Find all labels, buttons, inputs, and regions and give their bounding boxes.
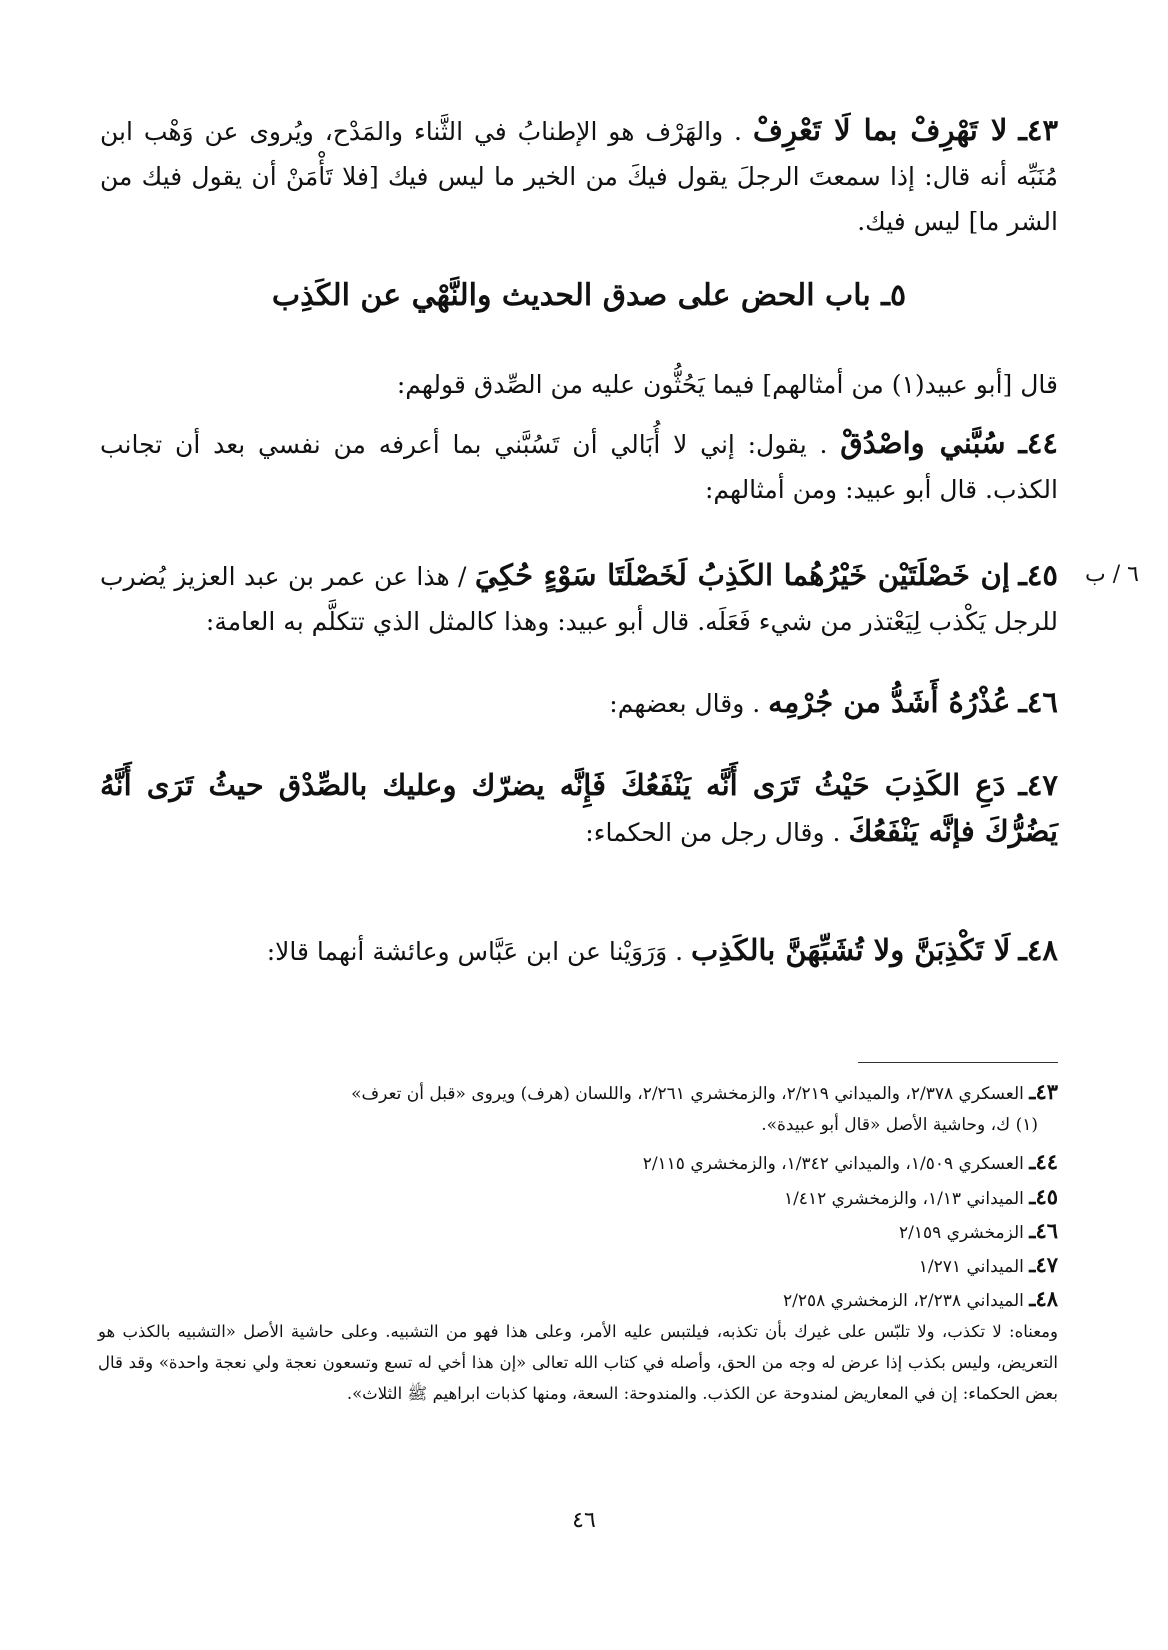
entry-44 — [100, 421, 1058, 512]
footnote-text: الميداني ٢/٢٣٨، الزمخشري ٢/٢٥٨ — [783, 1291, 1024, 1311]
entry-45 — [100, 553, 1058, 644]
footnote-text: (١) ك، وحاشية الأصل «قال أبو عبيدة». — [761, 1115, 1038, 1135]
entry-43 — [100, 108, 1058, 244]
footnote — [98, 1107, 1038, 1141]
entry-text: . وَرَوَيْنا عن ابن عَبَّاس وعائشة أنهما قالا: — [266, 937, 684, 966]
folio-margin-note: ٦ / ب — [1085, 562, 1139, 587]
footnote-text: الميداني ١/١٣، والزمخشري ١/٤١٢ — [783, 1189, 1024, 1209]
footnote — [98, 1249, 1058, 1283]
entry-text: / هذا عن عمر بن عبد العزيز يُضرب للرجل يَكْذب لِيَعْتذر من شيء فَعَلَه. قال أبو عبيد: وهذا كالمثل الذي تتكلَّم به العامة: — [100, 562, 1058, 636]
entry-number: ٤٣ـ — [1018, 113, 1059, 147]
footnote-commentary: ومعناه: لا تكذب، ولا تلبّس على غيرك بأن تكذبه، فيلتبس عليه الأمر، وعلى هذا فهو من التشبيه. وعلى حاشية الأصل «التشبيه بالكذب هو التعريض، وليس بكذب إذا عرض له وجه من الحق، وأصله في كتاب الله تعالى «إن هذا أخي له تسع وتسعون نعجة ولي نعجة واحدة» وقد قال بعض الحكماء: إن في المعاريض لمندوحة عن الكذب. والمندوحة: السعة، ومنها كذبات ابراهيم ﷺ الثلاث». — [98, 1322, 1058, 1403]
footnote-number: ٤٥ـ — [1029, 1184, 1058, 1209]
footnote — [98, 1181, 1058, 1215]
entry-text: . وقال رجل من الحكماء: — [585, 818, 841, 847]
footnote-text: الميداني ١/٢٧١ — [918, 1257, 1024, 1277]
proverb-text: دَعِ الكَذِبَ حَيْثُ تَرَى أَنَّه يَنْفَعُكَ فَإِنَّه يضرّك وعليك بالصِّدْق حيثُ تَرَى أَنَّهُ يَضُرُّكَ فإنَّه يَنْفَعُكَ — [100, 768, 1058, 848]
page-number: ٤٦ — [572, 1508, 596, 1533]
entry-number: ٤٨ـ — [1018, 933, 1058, 967]
footnote-number: ٤٨ـ — [1029, 1286, 1058, 1311]
footnote — [98, 1076, 1058, 1110]
entry-number: ٤٧ـ — [1018, 768, 1058, 802]
proverb-text: إن خَصْلَتَيْن خَيْرُهُما الكَذِبُ لَخَصْلَتَا سَوْءٍ حُكِيَ — [474, 558, 1010, 592]
footnote — [98, 1283, 1058, 1317]
chapter-heading: ٥ـ باب الحض على صدق الحديث والنَّهْي عن الكَذِب — [271, 278, 907, 313]
entry-number: ٤٦ـ — [1018, 685, 1058, 719]
entry-48 — [100, 928, 1058, 974]
entry-number: ٤٥ـ — [1018, 558, 1059, 592]
entry-text: . وقال بعضهم: — [609, 689, 761, 718]
proverb-text: عُذْرُهُ أَشَدُّ من جُرْمِه — [768, 685, 1011, 719]
footnote-number: ٤٦ـ — [1029, 1218, 1058, 1243]
footnote-text: الزمخشري ٢/١٥٩ — [898, 1223, 1024, 1243]
footnote-number: ٤٤ـ — [1029, 1149, 1058, 1174]
proverb-text: سُبَّني واصْدُقْ — [840, 426, 1006, 460]
footnote-number: ٤٧ـ — [1029, 1252, 1058, 1277]
entry-text: . يقول: إني لا أُبَالي أن تَسُبَّني بما أعرفه من نفسي بعد أن تجانب الكذب. قال أبو عبيد: ومن أمثالهم: — [100, 430, 1058, 504]
footnote — [98, 1215, 1058, 1249]
proverb-text: لَا تَكْذِبَنَّ ولا تُشَبِّهَنَّ بالكَذِب — [691, 933, 1011, 967]
footnote — [98, 1146, 1058, 1180]
footnote-text: العسكري ٢/٣٧٨، والميداني ٢/٢١٩، والزمخشري ٢/٢٦١، واللسان (هرف) ويروى «قبل أن تعرف» — [351, 1084, 1024, 1104]
entry-text: . والهَرْف هو الإطنابُ في الثَّناء والمَدْح، ويُروى عن وَهْب ابن مُنَبِّه أنه قال: إذا سمعتَ الرجلَ يقول فيكَ من الخير ما ليس فيك [فلا تَأْمَنْ أن يقول فيك من الشر ما] ليس فيك. — [100, 117, 1058, 236]
footnote-text: العسكري ١/٥٠٩، والميداني ١/٣٤٢، والزمخشري ٢/١١٥ — [642, 1154, 1024, 1174]
entry-47 — [100, 763, 1058, 855]
chapter-intro: قال [أبو عبيد(١) من أمثالهم] فيما يَحُثُّون عليه من الصِّدق قولهم: — [396, 370, 1058, 399]
proverb-text: لا تَهْرِفْ بما لَا تَعْرِفْ — [752, 113, 1008, 147]
footnote-divider — [858, 1062, 1058, 1063]
entry-number: ٤٤ـ — [1018, 426, 1058, 460]
footnote-number: ٤٣ـ — [1029, 1079, 1058, 1104]
entry-46 — [100, 680, 1058, 726]
